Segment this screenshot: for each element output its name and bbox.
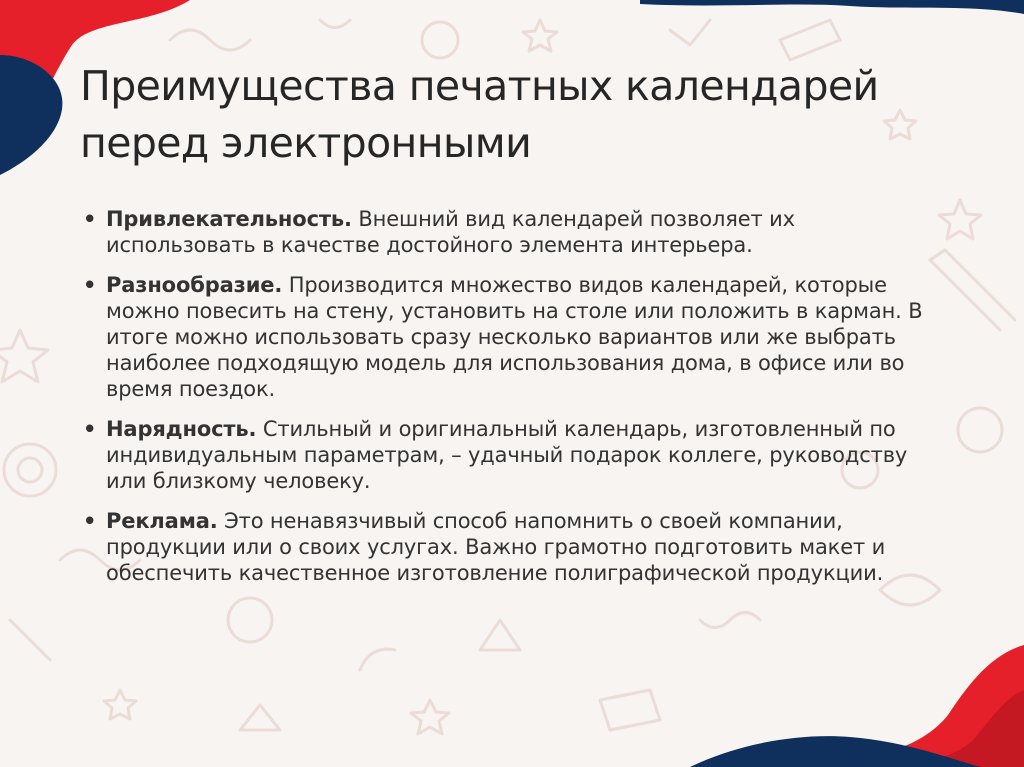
advantages-list — [83, 206, 943, 600]
item-term: Привлекательность. — [106, 207, 352, 231]
bullet-icon: • — [83, 273, 97, 297]
item-text: Это ненавязчивый способ напомнить о своей компании, продукции или о своих услугах. Важно грамотно подготовить макет и обеспечить качественное изготовление полиграфической продукции. — [106, 509, 886, 585]
item-term: Разнообразие. — [106, 273, 283, 297]
item-term: Нарядность. — [106, 417, 257, 441]
item-text: Внешний вид календарей позволяет их использовать в качестве достойного элемента интерьера. — [106, 207, 795, 257]
item-term: Реклама. — [106, 509, 218, 533]
list-item — [83, 206, 943, 258]
decorative-wave-top-right — [640, 0, 1024, 30]
list-item — [83, 508, 943, 586]
bullet-icon: • — [83, 417, 97, 441]
list-item — [83, 416, 943, 494]
list-item — [83, 272, 943, 402]
item-text: Производится множество видов календарей, которые можно повесить на стену, установить на столе или положить в карман. В итоге можно использовать сразу несколько вариантов или же выбрать наиболее подходящую модель для использования дома, в офисе или во время поездок. — [106, 273, 923, 401]
bullet-icon: • — [83, 509, 97, 533]
decorative-wave-bottom-right — [650, 615, 1024, 767]
slide-title: Преимущества печатных календарей перед электронными — [80, 62, 879, 167]
item-text: Стильный и оригинальный календарь, изготовленный по индивидуальным параметрам, – удачный подарок коллеге, руководству или близкому человеку. — [106, 417, 908, 493]
bullet-icon: • — [83, 207, 97, 231]
